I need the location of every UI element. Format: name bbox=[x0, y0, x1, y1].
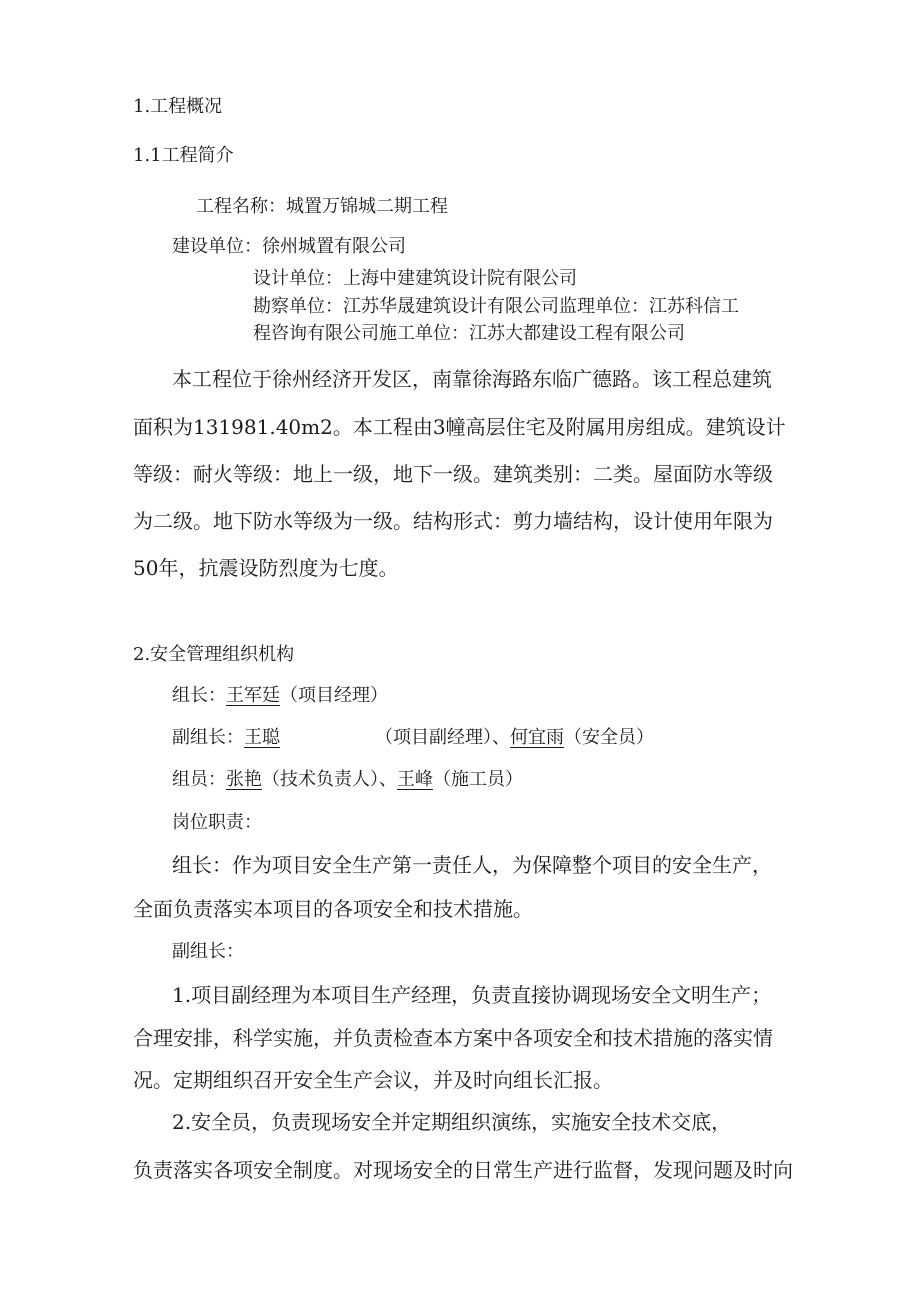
member-name-2: 王峰 bbox=[397, 769, 433, 790]
member-role-2: （施工员） bbox=[433, 769, 523, 790]
members-label: 组员： bbox=[172, 769, 226, 790]
member-role-1: （技术负责人）、 bbox=[262, 769, 397, 790]
deputy-line-continued bbox=[375, 727, 654, 749]
deputy-name-2: 何宜雨 bbox=[510, 727, 564, 748]
overview-paragraph-line: 50年，抗震设防烈度为七度。 bbox=[133, 556, 399, 580]
deputy-role-2: （安全员） bbox=[564, 727, 654, 748]
section-heading-overview: 1.工程概况 bbox=[133, 96, 223, 117]
deputy-role-1: （项目副经理）、 bbox=[375, 727, 510, 748]
leader-duty-line: 组长：作为项目安全生产第一责任人，为保障整个项目的安全生产， bbox=[172, 853, 772, 877]
deputy-label: 副组长： bbox=[172, 727, 244, 748]
duty-item-2-line: 负责落实各项安全制度。对现场安全的日常生产进行监督，发现问题及时向 bbox=[133, 1158, 793, 1182]
overview-paragraph-line: 面积为131981.40m2。本工程由3幢高层住宅及附属用房组成。建筑设计 bbox=[133, 415, 786, 439]
section-heading-safety-org: 2.安全管理组织机构 bbox=[133, 644, 295, 665]
leader-name: 王军廷 bbox=[226, 685, 280, 706]
deputy-duty-title: 副组长： bbox=[172, 941, 244, 962]
member-name-1: 张艳 bbox=[226, 769, 262, 790]
leader-line bbox=[172, 685, 388, 707]
project-name-line: 工程名称：城置万锦城二期工程 bbox=[196, 196, 448, 217]
leader-label: 组长： bbox=[172, 685, 226, 706]
subsection-heading-intro: 1.1工程简介 bbox=[133, 145, 234, 166]
survey-line-continued: 程咨询有限公司施工单位：江苏大都建设工程有限公司 bbox=[253, 323, 685, 344]
duties-title: 岗位职责： bbox=[172, 812, 262, 833]
client-line: 建设单位：徐州城置有限公司 bbox=[172, 236, 406, 257]
designer-line: 设计单位：上海中建建筑设计院有限公司 bbox=[253, 268, 577, 289]
deputy-name-1: 王聪 bbox=[244, 727, 280, 748]
duty-item-1-line: 1.项目副经理为本项目生产经理，负责直接协调现场安全文明生产； bbox=[172, 983, 772, 1007]
overview-paragraph-line: 为二级。地下防水等级为一级。结构形式：剪力墙结构，设计使用年限为 bbox=[133, 509, 773, 533]
deputy-line bbox=[172, 727, 280, 749]
overview-paragraph-line: 本工程位于徐州经济开发区，南靠徐海路东临广德路。该工程总建筑 bbox=[172, 367, 772, 391]
overview-paragraph-line: 等级：耐火等级：地上一级，地下一级。建筑类别：二类。屋面防水等级 bbox=[133, 462, 773, 486]
duty-item-2-line: 2.安全员，负责现场安全并定期组织演练，实施安全技术交底， bbox=[172, 1110, 732, 1134]
leader-duty-line: 全面负责落实本项目的各项安全和技术措施。 bbox=[133, 897, 533, 921]
duty-item-1-line: 合理安排，科学实施，并负责检查本方案中各项安全和技术措施的落实情 bbox=[133, 1026, 773, 1050]
survey-line: 勘察单位：江苏华晟建筑设计有限公司监理单位：江苏科信工 bbox=[253, 296, 739, 317]
duty-item-1-line: 况。定期组织召开安全生产会议，并及时向组长汇报。 bbox=[133, 1068, 613, 1092]
members-line bbox=[172, 769, 523, 791]
leader-role: （项目经理） bbox=[280, 685, 388, 706]
